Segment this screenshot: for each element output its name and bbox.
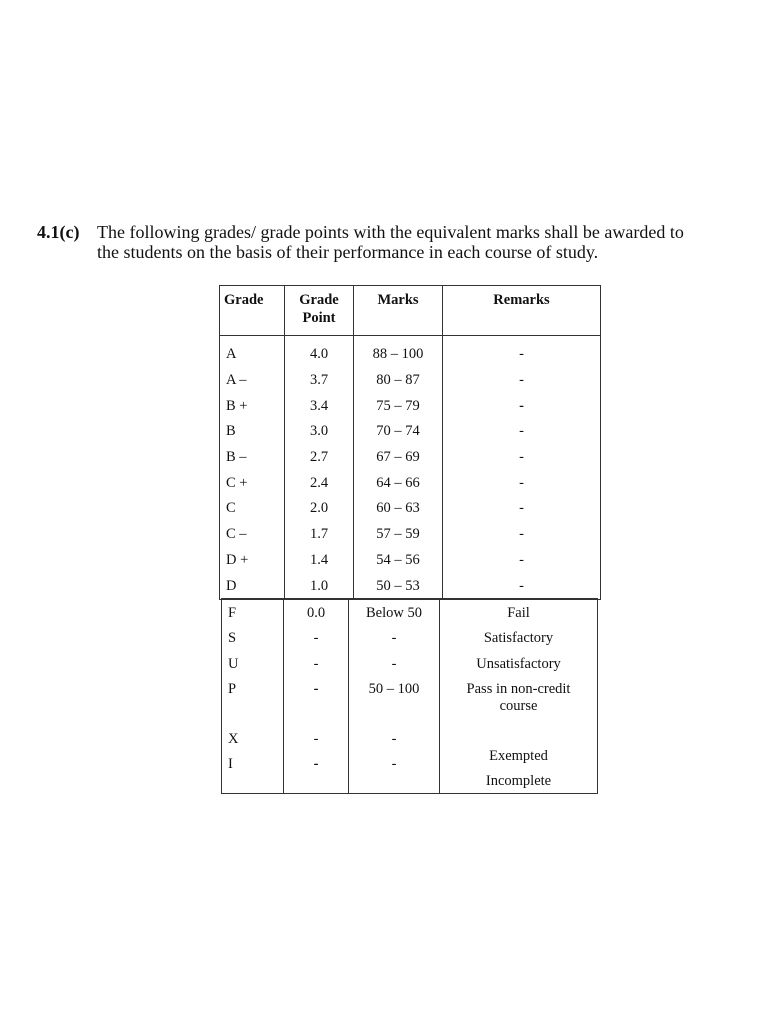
cell-marks: 80 – 87 [354,368,443,394]
cell-remarks: - [443,573,601,599]
cell-grade-point: 4.0 [285,336,354,368]
section-text [97,222,684,262]
cell-remarks: - [443,368,601,394]
table-row [220,470,601,496]
cell-remarks: Satisfactory [483,630,554,647]
cell-remarks: - [443,470,601,496]
cell-grade: U [228,655,239,672]
cell-marks: 60 – 63 [354,496,443,522]
table-row [220,419,601,445]
section-text-line-2: the students on the basis of their performance in each course of study. [97,242,599,262]
section-text-line-1: The following grades/ grade points with the equivalent marks shall be awarded to [97,222,684,242]
table-row [220,336,601,368]
cell-marks: 75 – 79 [354,393,443,419]
cell-marks: - [391,730,397,747]
cell-remarks: Exempted [489,747,548,764]
table-row [220,445,601,471]
cell-grade-point: 3.4 [285,393,354,419]
cell-grade: B – [220,445,285,471]
cell-grade-point: - [313,730,319,747]
cell-grade-point: 1.4 [285,548,354,574]
cell-remarks: - [443,393,601,419]
cell-marks: 70 – 74 [354,419,443,445]
table-row [220,368,601,394]
cell-grade: D [220,573,285,599]
cell-grade: F [228,605,237,621]
cell-grade: B [220,419,285,445]
special-grade-column [222,599,284,794]
table-row [220,496,601,522]
special-marks-column [349,599,440,794]
cell-grade-point: 1.0 [285,573,354,599]
cell-marks: 67 – 69 [354,445,443,471]
grade-table [219,285,601,600]
cell-marks: - [391,630,397,647]
cell-remarks: Unsatisfactory [476,655,561,672]
cell-grade-point: 3.0 [285,419,354,445]
cell-marks: 57 – 59 [354,522,443,548]
cell-remarks: - [443,548,601,574]
cell-grade: A [220,336,285,368]
cell-grade-point: 1.7 [285,522,354,548]
section-number: 4.1(c) [37,222,80,242]
cell-remarks: Pass in non-credit [466,680,571,697]
cell-grade-point: - [313,630,319,647]
cell-grade-point: 3.7 [285,368,354,394]
cell-grade-point: 2.7 [285,445,354,471]
special-remarks-column [440,599,598,794]
cell-grade: S [228,630,237,647]
cell-remarks: Fail [507,605,530,621]
cell-grade-point: 2.0 [285,496,354,522]
header-grade-point-line-2: Point [302,310,336,326]
cell-marks: 88 – 100 [354,336,443,368]
cell-grade: B + [220,393,285,419]
special-grade-point-column [284,599,349,794]
special-grade-row [222,599,598,794]
header-grade-point [285,286,354,336]
cell-marks: 54 – 56 [354,548,443,574]
cell-remarks: - [443,522,601,548]
section-4-1c [37,222,747,262]
cell-grade-point: - [313,756,319,773]
cell-grade: C [220,496,285,522]
cell-grade-point: - [313,655,319,672]
cell-remarks: Incomplete [485,773,552,790]
table-row [220,393,601,419]
cell-marks: - [391,756,397,773]
header-grade-point-line-1: Grade [299,292,339,308]
cell-grade: I [228,756,233,773]
table-row [220,573,601,599]
cell-remarks: course [499,697,538,714]
cell-marks: 50 – 53 [354,573,443,599]
cell-remarks: - [443,445,601,471]
cell-grade: X [228,730,239,747]
header-remarks: Remarks [443,286,601,336]
cell-remarks: - [443,336,601,368]
cell-grade: C + [220,470,285,496]
special-grade-table [221,598,598,794]
grade-table-header-row [220,286,601,336]
cell-grade: P [228,680,237,697]
cell-remarks: - [443,496,601,522]
cell-grade-point: 0.0 [306,605,326,621]
table-row [220,522,601,548]
cell-marks: - [391,655,397,672]
table-row [220,548,601,574]
cell-grade: A – [220,368,285,394]
header-grade: Grade [220,286,285,336]
cell-marks: Below 50 [366,605,422,621]
cell-marks: 50 – 100 [368,680,420,697]
cell-grade-point: - [313,680,319,697]
cell-marks: 64 – 66 [354,470,443,496]
cell-grade-point: 2.4 [285,470,354,496]
cell-grade: D + [220,548,285,574]
section-heading [37,222,747,262]
cell-remarks: - [443,419,601,445]
cell-grade: C – [220,522,285,548]
header-marks: Marks [354,286,443,336]
